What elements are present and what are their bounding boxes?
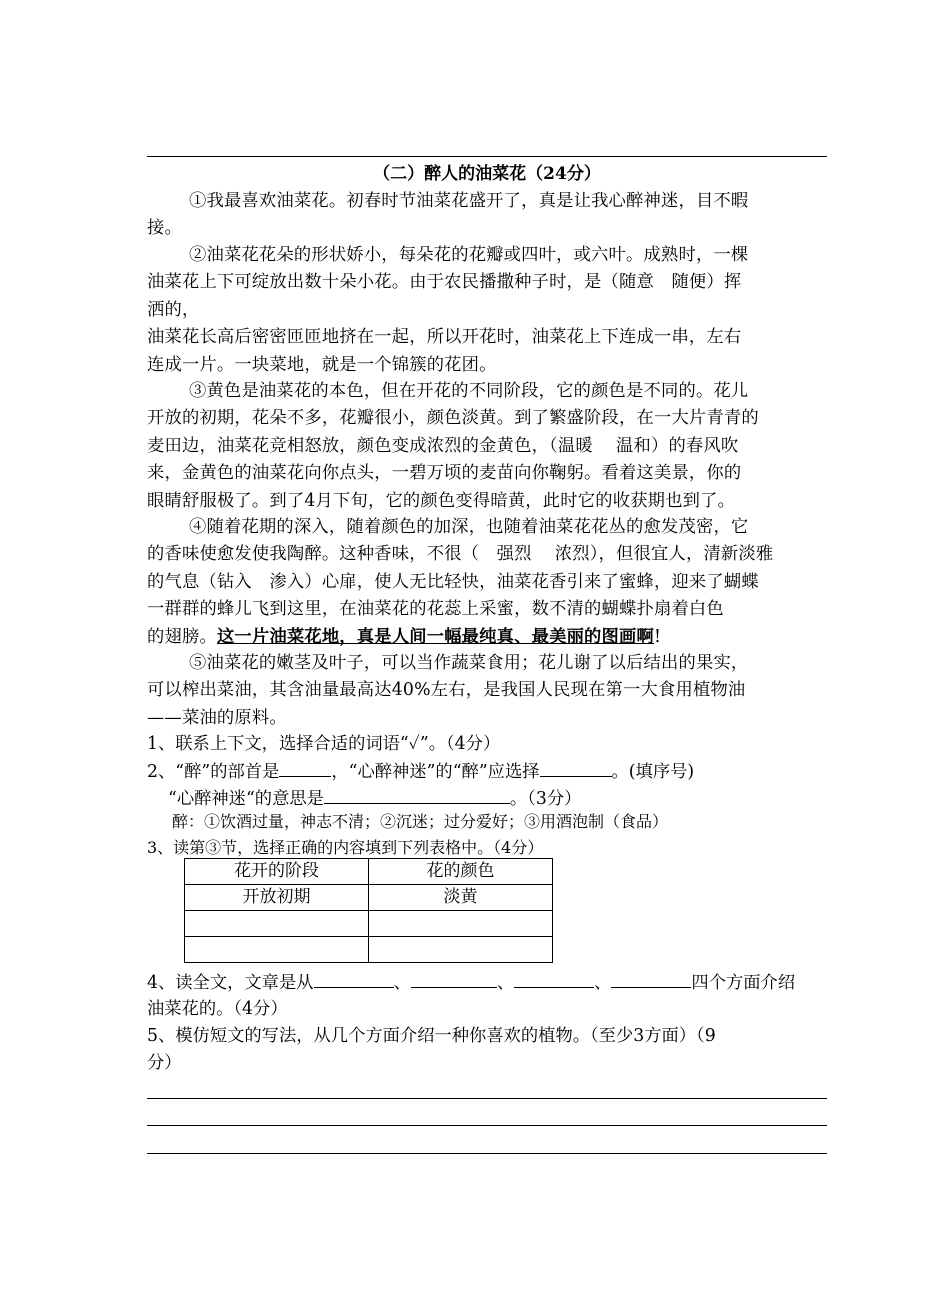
question-2 [147, 758, 832, 786]
question-4-text-a: 4、读全文，文章是从 [147, 973, 314, 993]
table-row [185, 911, 553, 937]
answer-line[interactable] [147, 1098, 827, 1099]
aspect-blank-3[interactable] [514, 969, 594, 988]
aspect-blank-4[interactable] [611, 969, 691, 988]
question-2-text-b: ，“心醉神迷”的“醉”应选择 [331, 762, 540, 782]
paragraph-2-line-5: 连成一片。一块菜地，就是一个锦簇的花团。 [147, 354, 497, 375]
question-4 [147, 969, 832, 997]
table-cell-empty[interactable] [369, 911, 553, 937]
paragraph-1-line-1: ①我最喜欢油菜花。初春时节油菜花盛开了，真是让我心醉神迷，目不暇 [189, 191, 749, 211]
paragraph-5-line-3: ——菜油的原料。 [147, 707, 287, 728]
paragraph-4-line-2: 的香味使愈发使我陶醉。这种香味，不很（ 强烈 浓烈），但很宜人，清新淡雅 [147, 544, 774, 565]
table-header-cell: 花的颜色 [369, 859, 553, 885]
paragraph-1-line-2: 接。 [147, 218, 182, 239]
question-5-continued: 分） [147, 1053, 182, 1073]
paragraph-1 [147, 188, 829, 243]
paragraph-5-line-1: ⑤油菜花的嫩茎及叶子，可以当作蔬菜食用；花儿谢了以后结出的果实， [189, 653, 749, 673]
question-2-text-c: 。(填序号) [611, 762, 695, 782]
paragraph-3-line-5: 眼睛舒服极了。到了4月下旬，它的颜色变得暗黄，此时它的收获期也到了。 [147, 490, 736, 511]
paragraph-3-line-1: ③黄色是油菜花的本色，但在开花的不同阶段，它的颜色是不同的。花儿 [189, 381, 749, 401]
aspect-blank-1[interactable] [314, 969, 394, 988]
answer-line[interactable] [147, 1153, 827, 1154]
paragraph-5 [147, 650, 829, 732]
question-2-definitions: 醉：①饮酒过量，神志不清；②沉迷；过分爱好；③用酒泡制（食品） [172, 812, 669, 831]
question-3: 3、读第③节，选择正确的内容填到下列表格中。（4分） [147, 838, 544, 857]
table-header-cell: 花开的阶段 [185, 859, 369, 885]
question-2-text-d: “心醉神迷“的意思是 [168, 789, 324, 809]
table-row [185, 885, 553, 911]
separator: 、 [393, 973, 411, 993]
top-divider [147, 156, 827, 157]
paragraph-4-line-4: 一群群的蜂儿飞到这里，在油菜花的花蕊上采蜜，数不清的蝴蝶扑扇着白色 [147, 599, 724, 620]
question-1: 1、联系上下文，选择合适的词语“✓”。（4分） [147, 734, 501, 754]
table-row [185, 937, 553, 963]
paragraph-4-line-5-start: 的翅膀。 [147, 626, 217, 647]
question-2-text-a: 2、“醉”的部首是 [147, 762, 280, 782]
question-4-text-b: 四个方面介绍 [691, 973, 796, 993]
table-cell-empty[interactable] [185, 911, 369, 937]
paragraph-3-line-3: 麦田边，油菜花竞相怒放，颜色变成浓烈的金黄色，（温暖 温和）的春风吹 [147, 435, 739, 456]
paragraph-4-line-3: 的气息（钻入 渗入）心扉，使人无比轻快，油菜花香引来了蜜蜂，迎来了蝴蝶 [147, 571, 759, 592]
table-cell: 淡黄 [369, 885, 553, 911]
aspect-blank-2[interactable] [411, 969, 497, 988]
paragraph-4 [147, 514, 829, 651]
table-cell: 开放初期 [185, 885, 369, 911]
paragraph-4-line-1: ④随着花期的深入，随着颜色的加深，也随着油菜花花丛的愈发茂密，它 [189, 517, 749, 537]
paragraph-5-line-2: 可以榨出菜油，其含油量最高达40%左右，是我国人民现在第一大食用植物油 [147, 680, 746, 701]
choice-answer-blank[interactable] [540, 758, 612, 777]
table-cell-empty[interactable] [369, 937, 553, 963]
paragraph-2-line-3: 洒的， [147, 299, 200, 320]
separator: 、 [496, 973, 515, 993]
section-title: （二）醉人的油菜花（24分） [373, 164, 601, 184]
question-2-text-e: 。（3分） [509, 789, 582, 809]
separator: 、 [594, 973, 612, 993]
paragraph-2-line-2: 油菜花上下可绽放出数十朵小花。由于农民播撒种子时，是（随意 随便）挥 [147, 272, 742, 293]
answer-line[interactable] [147, 1125, 827, 1126]
paragraph-4-line-5-end: ! [653, 626, 662, 647]
question-5: 5、模仿短文的写法，从几个方面介绍一种你喜欢的植物。（至少3方面）（9 [147, 1026, 716, 1046]
paragraph-3-line-2: 开放的初期，花朵不多，花瓣很小，颜色淡黄。到了繁盛阶段，在一大片青青的 [147, 408, 759, 429]
paragraph-3 [147, 378, 829, 515]
paragraph-2-line-1: ②油菜花花朵的形状娇小，每朵花的花瓣或四叶，或六叶。成熟时，一棵 [189, 245, 749, 265]
paragraph-3-line-4: 来，金黄色的油菜花向你点头，一碧万顷的麦苗向你鞠躬。看着这美景，你的 [147, 463, 742, 484]
table-cell-empty[interactable] [185, 937, 369, 963]
answer-table [184, 858, 553, 963]
paragraph-2-line-4: 油菜花长高后密密匝匝地挤在一起，所以开花时，油菜花上下连成一串，左右 [147, 327, 742, 348]
emphasized-sentence: 这一片油菜花地，真是人间一幅最纯真、最美丽的图画啊 [216, 626, 654, 647]
meaning-answer-blank[interactable] [324, 785, 510, 804]
table-header-row [185, 859, 553, 885]
radical-answer-blank[interactable] [279, 758, 331, 777]
paragraph-2 [147, 242, 829, 379]
question-4-continued: 油菜花的。（4分） [147, 999, 288, 1019]
